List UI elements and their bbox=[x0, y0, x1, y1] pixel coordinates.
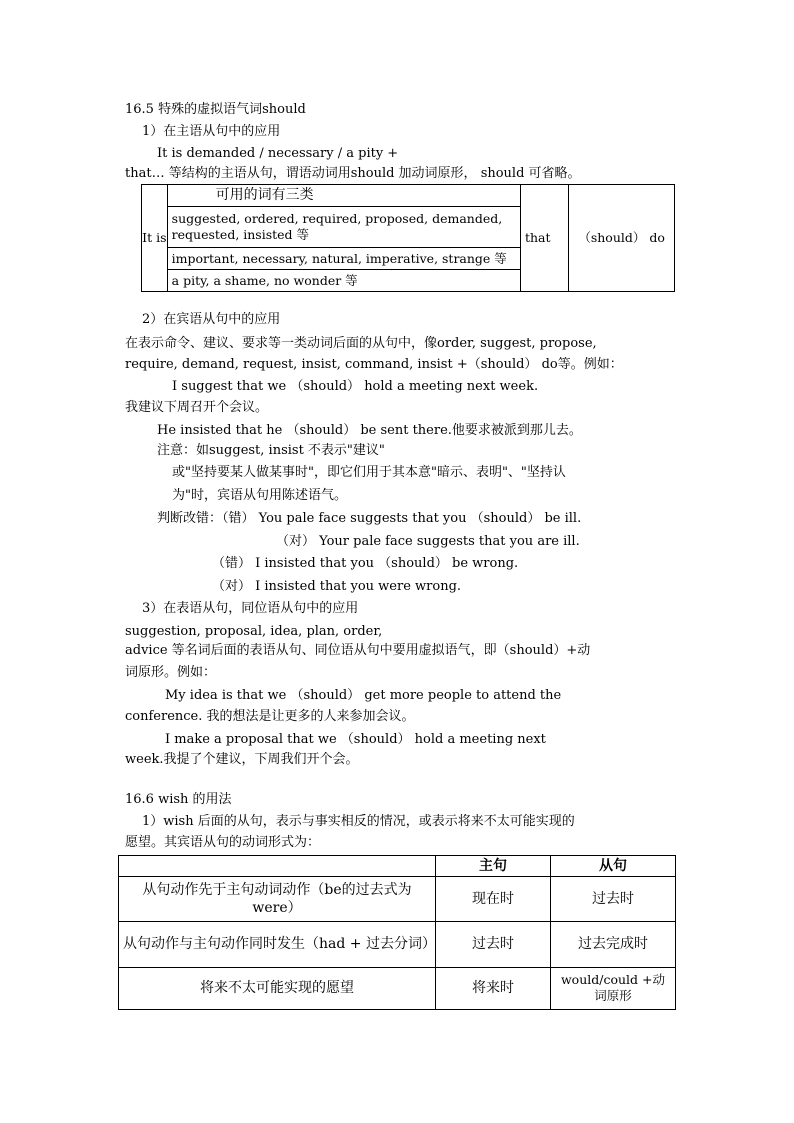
example-sentence: week.我提了个建议，下周我们开个会。 bbox=[125, 752, 359, 767]
subject-clause-table bbox=[141, 184, 675, 292]
example-translation: 我建议下周召开个会议。 bbox=[125, 400, 269, 415]
subheading-subject-clause: 1）在主语从句中的应用 bbox=[142, 124, 281, 139]
note-line: 或"坚持要某人做某事时"，即它们用于其本意"暗示、表明"、"坚持认 bbox=[172, 465, 566, 480]
row-sub-tense: would/could +动词原形 bbox=[551, 967, 676, 1009]
header-main-clause: 主句 bbox=[436, 856, 551, 877]
header-sub-clause: 从句 bbox=[551, 856, 676, 877]
correction-line: （错） I insisted that you （should） be wrong. bbox=[212, 556, 519, 571]
table-row-nouns: a pity, a shame, no wonder 等 bbox=[167, 270, 520, 292]
row-label: 将来不太可能实现的愿望 bbox=[119, 967, 436, 1009]
row-sub-tense: 过去时 bbox=[551, 877, 676, 922]
paragraph-line: 1）wish 后面的从句，表示与事实相反的情况，或表示将来不太可能实现的 bbox=[142, 814, 575, 829]
example-sentence: My idea is that we （should） get more people to attend the bbox=[165, 688, 562, 703]
correction-line: 判断改错：（错） You pale face suggests that you （should） be ill. bbox=[157, 511, 582, 526]
paragraph-line: 愿望。其宾语从句的动词形式为： bbox=[125, 835, 321, 850]
table-header: 可用的词有三类 bbox=[167, 185, 520, 207]
paragraph-line: advice 等名词后面的表语从句、同位语从句中要用虚拟语气，即（should）+动 bbox=[125, 643, 591, 658]
example-sentence: I suggest that we （should） hold a meeting next week. bbox=[172, 379, 539, 394]
paragraph-line: suggestion, proposal, idea, plan, order, bbox=[125, 624, 383, 639]
paragraph-line: 词原形。例如： bbox=[125, 665, 217, 680]
wish-table bbox=[118, 855, 676, 1010]
example-sentence: conference. 我的想法是让更多的人来参加会议。 bbox=[125, 709, 415, 724]
paragraph-line: that… 等结构的主语从句，谓语动词用should 加动词原形， should 可省略。 bbox=[125, 166, 581, 181]
row-main-tense: 过去时 bbox=[436, 922, 551, 967]
row-sub-tense: 过去完成时 bbox=[551, 922, 676, 967]
paragraph-line: It is demanded / necessary / a pity + bbox=[157, 146, 399, 161]
row-label: 从句动作先于主句动词动作（be的过去式为were） bbox=[119, 877, 436, 922]
should-do-cell: （should） do bbox=[569, 185, 675, 292]
paragraph-line: 在表示命令、建议、要求等一类动词后面的从句中，像order, suggest, propose, bbox=[125, 336, 597, 351]
subheading-predicative-clause: 3）在表语从句，同位语从句中的应用 bbox=[142, 601, 359, 616]
note-line: 注意：如suggest, insist 不表示"建议" bbox=[157, 443, 385, 458]
subheading-object-clause: 2）在宾语从句中的应用 bbox=[142, 312, 281, 327]
example-sentence: He insisted that he （should） be sent there.他要求被派到那儿去。 bbox=[157, 423, 582, 438]
table-row-verbs: suggested, ordered, required, proposed, demanded, requested, insisted 等 bbox=[167, 207, 520, 248]
paragraph-line: require, demand, request, insist, command, insist +（should） do等。例如： bbox=[125, 357, 623, 372]
table-row-adjectives: important, necessary, natural, imperative, strange 等 bbox=[167, 248, 520, 270]
row-main-tense: 现在时 bbox=[436, 877, 551, 922]
it-is-cell: It is bbox=[142, 185, 168, 292]
section-title-16-6: 16.6 wish 的用法 bbox=[125, 792, 232, 807]
note-line: 为"时，宾语从句用陈述语气。 bbox=[172, 488, 347, 503]
row-main-tense: 将来时 bbox=[436, 967, 551, 1009]
row-label: 从句动作与主句动作同时发生（had + 过去分词） bbox=[119, 922, 436, 967]
example-sentence: I make a proposal that we （should） hold a meeting next bbox=[165, 732, 546, 747]
section-title-16-5: 16.5 特殊的虚拟语气词should bbox=[125, 102, 306, 117]
correction-line: （对） Your pale face suggests that you are ill. bbox=[276, 534, 580, 549]
correction-line: （对） I insisted that you were wrong. bbox=[212, 579, 462, 594]
table-header-empty bbox=[119, 856, 436, 877]
that-cell: that bbox=[520, 185, 568, 292]
